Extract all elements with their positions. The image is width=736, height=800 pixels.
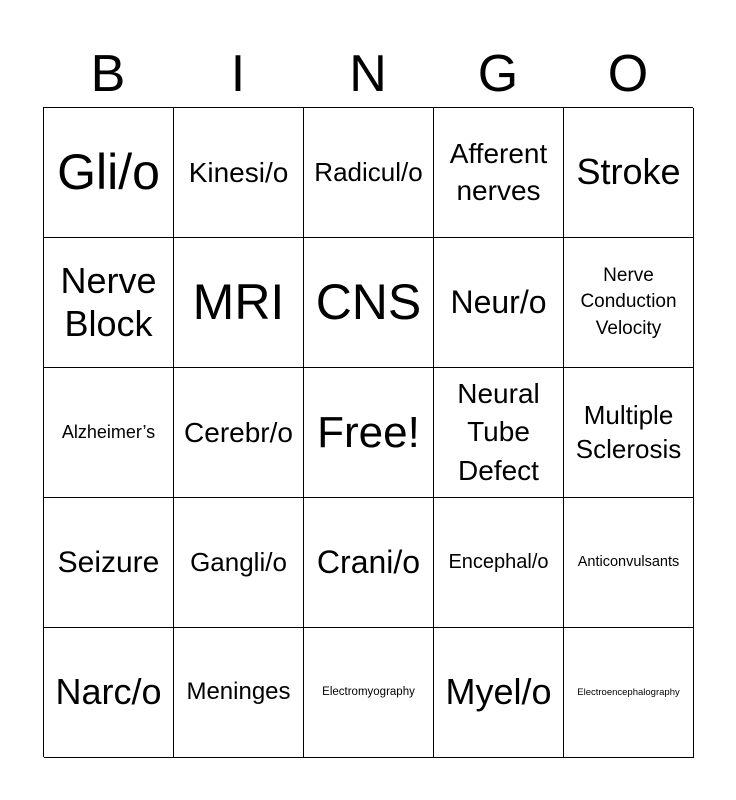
cell-label: Encephal/o — [448, 550, 549, 573]
bingo-header — [43, 44, 693, 104]
bingo-cell[interactable] — [44, 238, 174, 368]
bingo-cell[interactable] — [44, 368, 174, 498]
bingo-cell[interactable] — [434, 498, 564, 628]
cell-label: Afferent nerves — [449, 138, 548, 206]
cell-label: Gli/o — [57, 144, 160, 200]
cell-label: Nerve Conduction Velocity — [580, 264, 677, 339]
cell-label: CNS — [315, 274, 422, 330]
bingo-cell[interactable] — [44, 628, 174, 758]
free-space[interactable] — [304, 368, 434, 498]
bingo-cell[interactable] — [174, 238, 304, 368]
bingo-cell[interactable] — [44, 498, 174, 628]
cell-label: Meninges — [186, 678, 291, 706]
header-letter-g: G — [477, 45, 519, 103]
cell-label: Nerve Block — [60, 260, 157, 344]
bingo-cell[interactable] — [174, 368, 304, 498]
bingo-cell[interactable] — [564, 628, 694, 758]
cell-label: Crani/o — [316, 543, 421, 580]
bingo-cell[interactable] — [174, 628, 304, 758]
cell-label: Neural Tube Defect — [457, 377, 540, 486]
bingo-board — [43, 107, 693, 757]
cell-label: Stroke — [576, 151, 681, 193]
bingo-cell[interactable] — [564, 108, 694, 238]
bingo-cell[interactable] — [434, 368, 564, 498]
bingo-cell[interactable] — [174, 108, 304, 238]
cell-label: Anticonvulsants — [577, 553, 680, 570]
cell-label: Kinesi/o — [188, 156, 289, 188]
cell-label: Alzheimer’s — [61, 421, 156, 442]
bingo-cell[interactable] — [304, 498, 434, 628]
cell-label: Multiple Sclerosis — [575, 399, 682, 464]
cell-label: Electromyography — [322, 685, 415, 698]
bingo-cell[interactable] — [304, 238, 434, 368]
bingo-cell[interactable] — [174, 498, 304, 628]
free-space-label: Free! — [317, 407, 420, 457]
bingo-cell[interactable] — [564, 238, 694, 368]
cell-label: MRI — [192, 274, 285, 330]
header-letter-n: N — [349, 45, 387, 103]
bingo-cell[interactable] — [304, 108, 434, 238]
cell-label: Neur/o — [450, 283, 547, 320]
cell-label: Narc/o — [55, 671, 162, 713]
bingo-cell[interactable] — [564, 368, 694, 498]
header-letter-b: B — [90, 45, 126, 103]
bingo-cell[interactable] — [434, 108, 564, 238]
bingo-cell[interactable] — [44, 108, 174, 238]
header-letter-i: I — [230, 45, 246, 103]
cell-label: Electroencephalography — [577, 686, 680, 698]
bingo-cell[interactable] — [434, 628, 564, 758]
cell-label: Myel/o — [445, 671, 552, 713]
cell-label: Seizure — [57, 545, 160, 579]
bingo-cell[interactable] — [564, 498, 694, 628]
cell-label: Cerebr/o — [184, 416, 293, 448]
bingo-cell[interactable] — [434, 238, 564, 368]
header-letter-o: O — [607, 45, 649, 103]
cell-label: Gangli/o — [190, 547, 287, 578]
bingo-cell[interactable] — [304, 628, 434, 758]
cell-label: Radicul/o — [314, 157, 423, 188]
